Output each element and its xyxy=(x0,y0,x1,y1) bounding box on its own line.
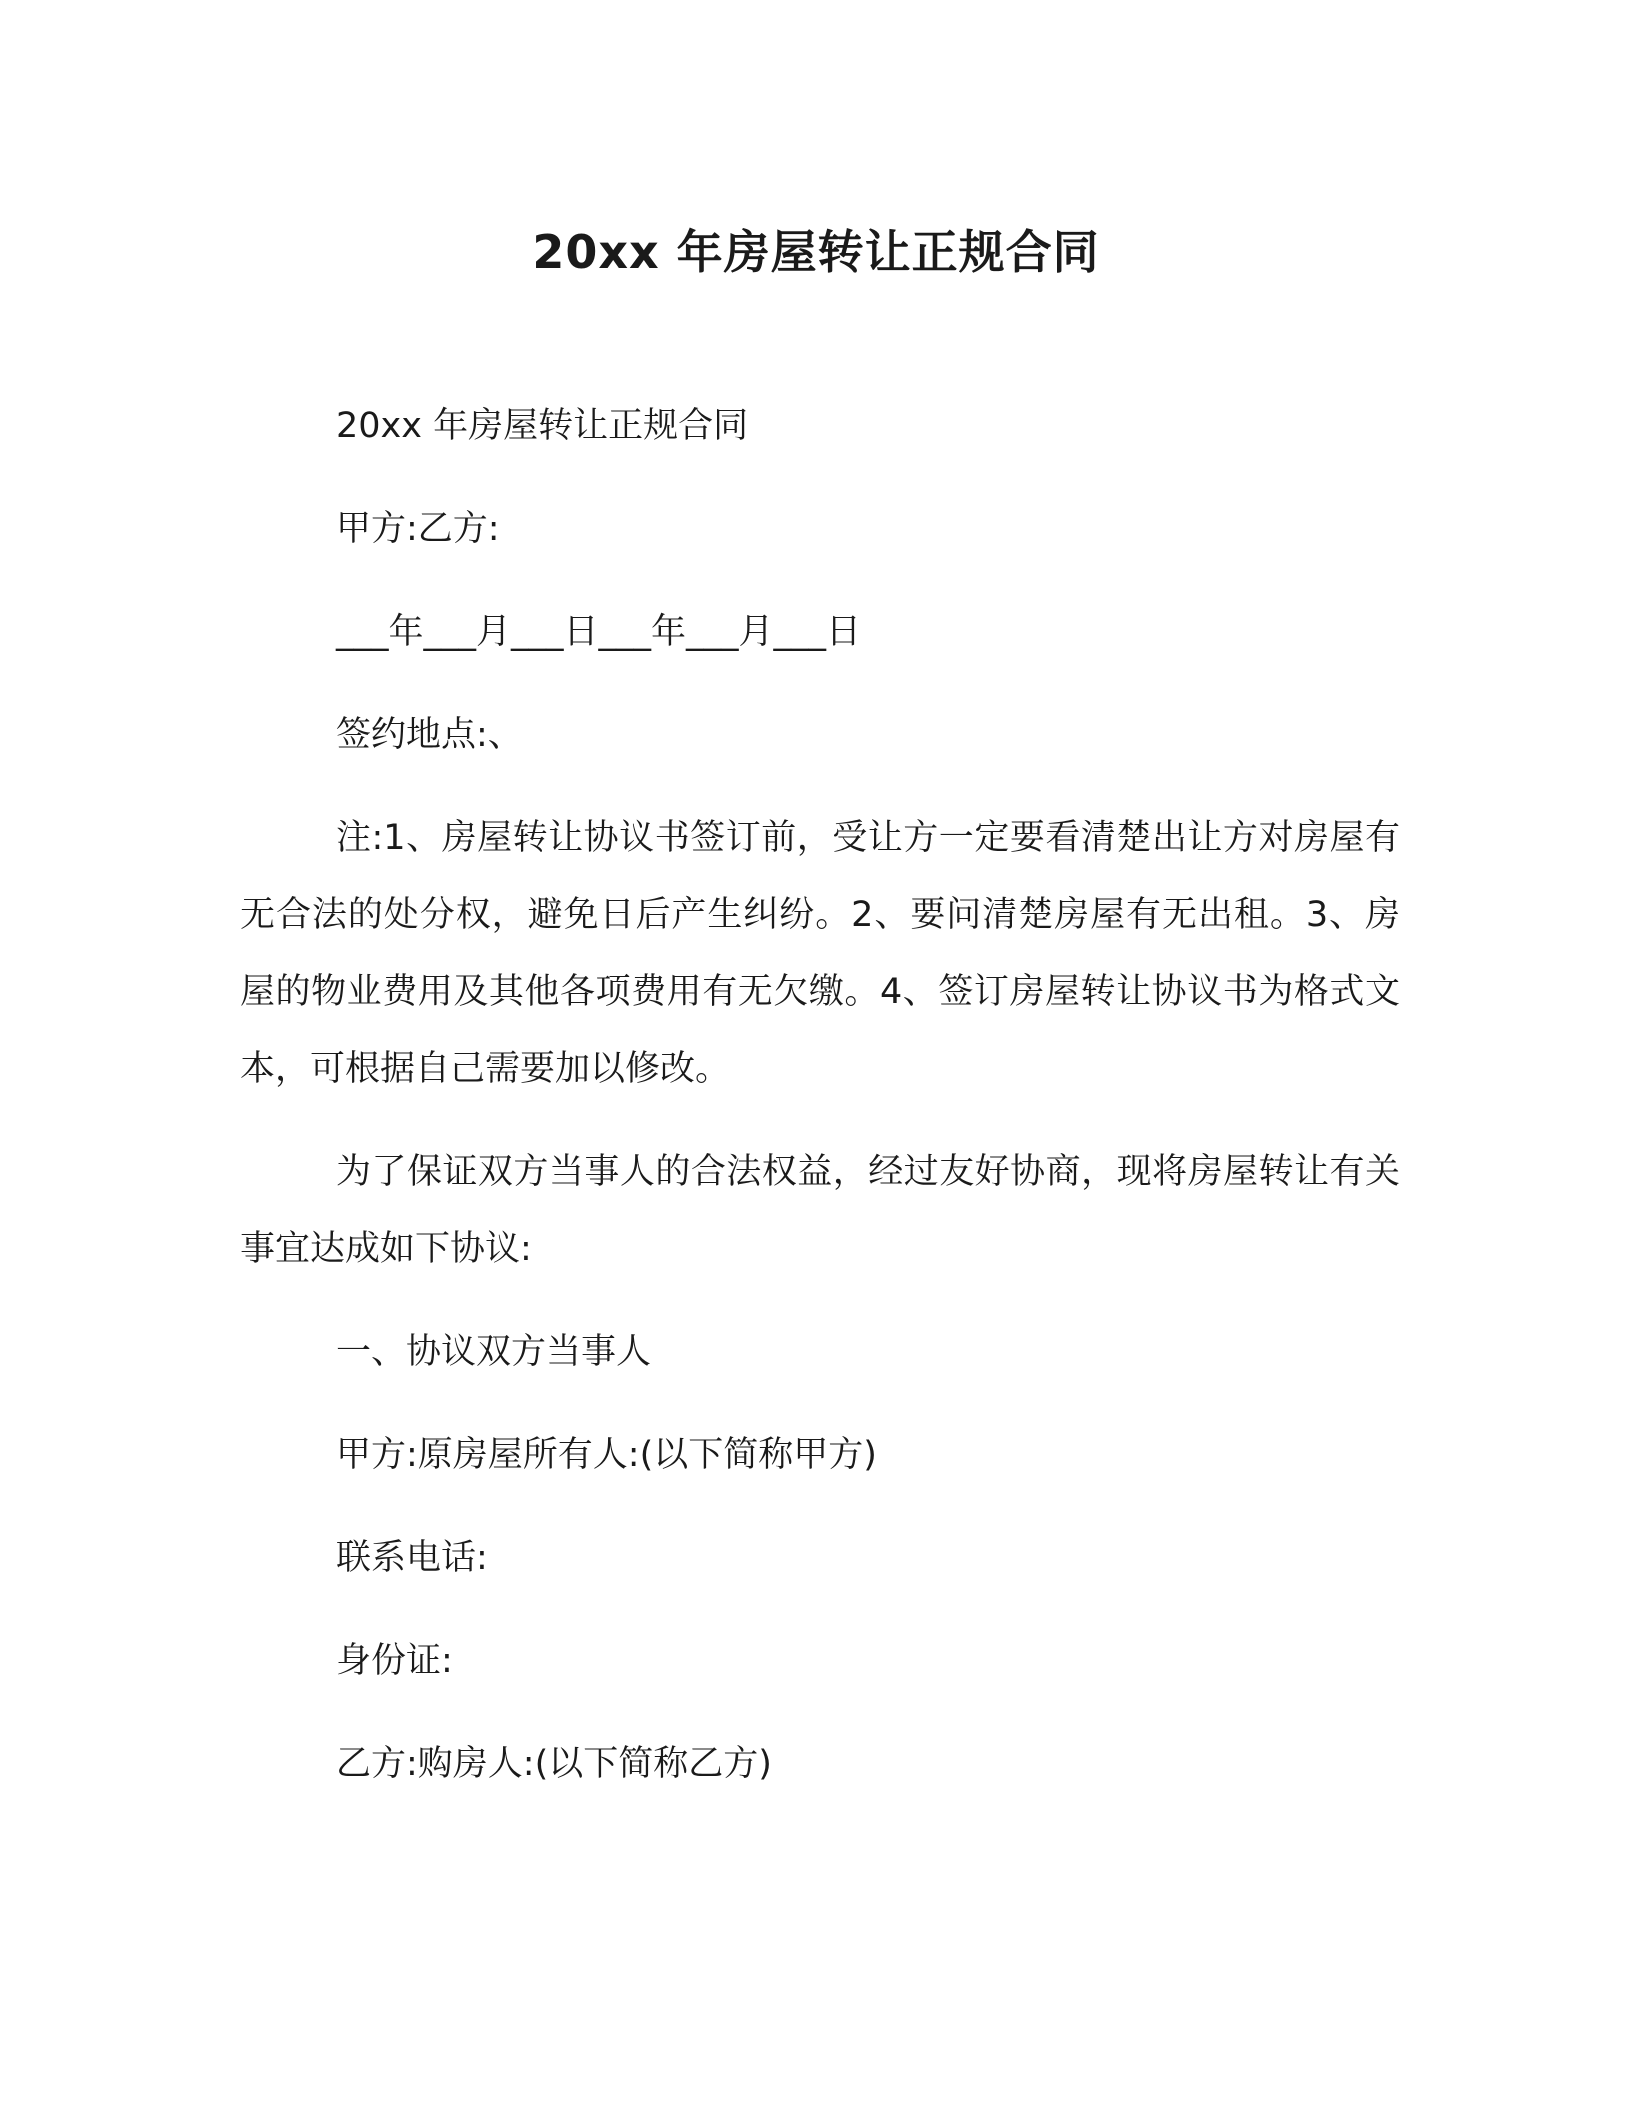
phone-line: 联系电话: xyxy=(336,1538,488,1578)
date-line: ___年___月___日___年___月___日 xyxy=(336,612,862,652)
signing-place-line: 签约地点:、 xyxy=(336,715,523,755)
parties-line: 甲方:乙方: xyxy=(336,509,500,549)
subtitle-paragraph: 20xx 年房屋转让正规合同 xyxy=(336,406,749,446)
document-body xyxy=(240,388,1400,1829)
section-heading: 一、协议双方当事人 xyxy=(336,1332,652,1372)
id-card-line: 身份证: xyxy=(336,1641,453,1681)
document-title: 20xx 年房屋转让正规合同 xyxy=(532,225,1100,279)
note-paragraph: 注:1、房屋转让协议书签订前，受让方一定要看清楚出让方对房屋有无合法的处分权，避免日后产生纠纷。2、要问清楚房屋有无出租。3、房屋的物业费用及其他各项费用有无欠缴。4、签订房屋转让协议书为格式文本，可根据自己需要加以修改。 xyxy=(240,818,1400,1089)
intro-paragraph: 为了保证双方当事人的合法权益，经过友好协商，现将房屋转让有关事宜达成如下协议: xyxy=(240,1152,1400,1269)
party-a-line: 甲方:原房屋所有人:(以下简称甲方) xyxy=(336,1435,877,1475)
party-b-line: 乙方:购房人:(以下简称乙方) xyxy=(336,1744,772,1784)
